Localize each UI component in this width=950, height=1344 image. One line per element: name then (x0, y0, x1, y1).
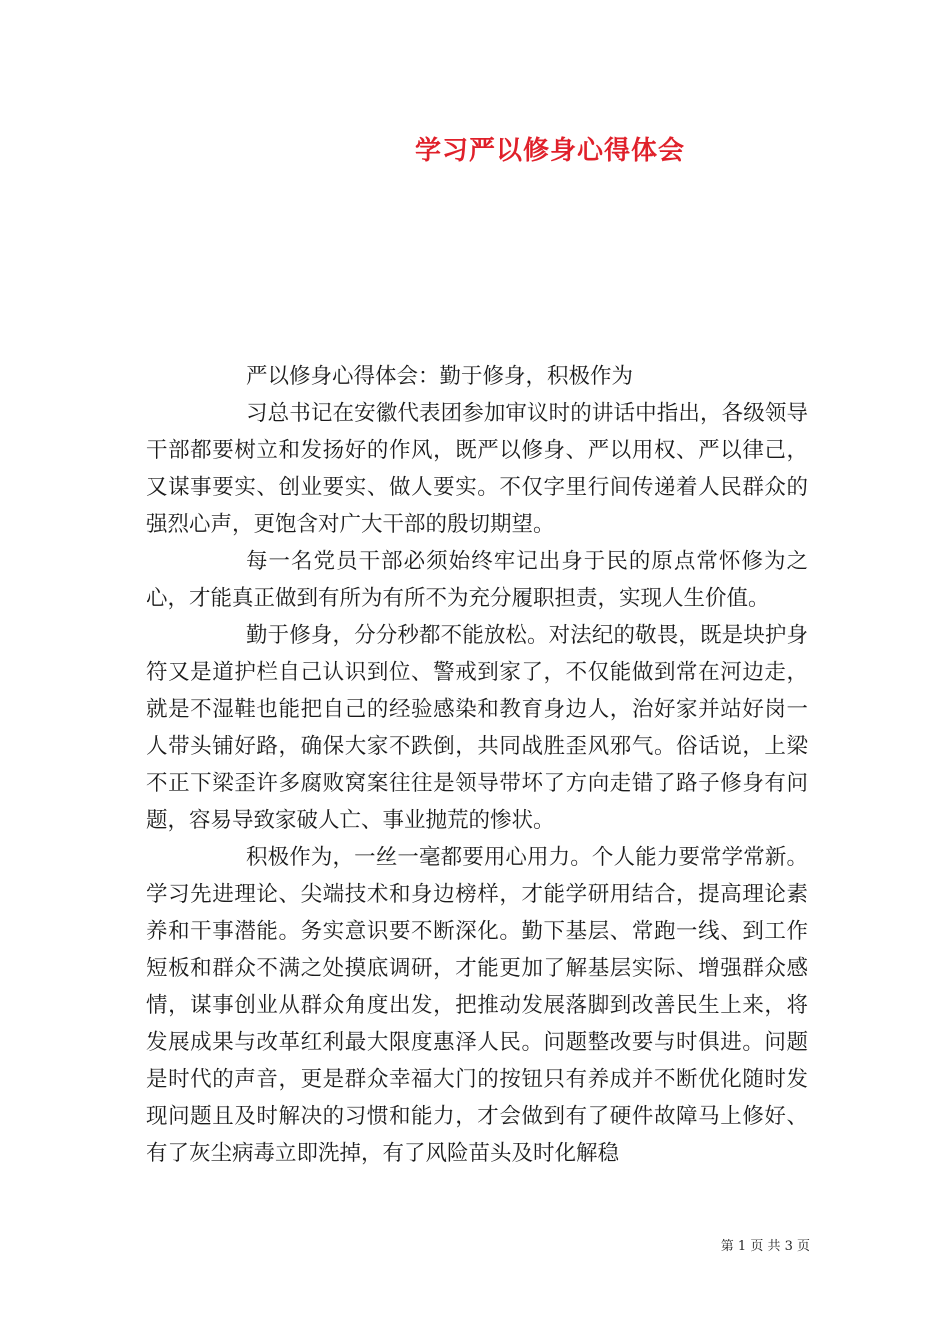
paragraph: 积极作为，一丝一毫都要用心用力。个人能力要常学常新。学习先进理论、尖端技术和身边榜样，才能学研用结合，提高理论素养和干事潜能。务实意识要不断深化。勤下基层、常跑一线、到工作短板和群众不满之处摸底调研，才能更加了解基层实际、增强群众感情，谋事创业从群众角度出发，把推动发展落脚到改善民生上来，将发展成果与改革红利最大限度惠泽人民。问题整改要与时俱进。问题是时代的声音，更是群众幸福大门的按钮只有养成并不断优化随时发现问题且及时解决的习惯和能力，才会做到有了硬件故障马上修好、有了灰尘病毒立即洗掉，有了风险苗头及时化解稳 (146, 845, 808, 1166)
paragraph: 勤于修身，分分秒都不能放松。对法纪的敬畏，既是块护身符又是道护栏自己认识到位、警戒到家了，不仅能做到常在河边走，就是不湿鞋也能把自己的经验感染和教育身边人，治好家并站好岗一人带头铺好路，确保大家不跌倒，共同战胜歪风邪气。俗话说，上梁不正下梁歪许多腐败窝案往往是领导带坏了方向走错了路子修身有问题，容易导致家破人亡、事业抛荒的惨状。 (146, 623, 808, 833)
page-number-footer: 第 1 页 共 3 页 (720, 1239, 810, 1254)
document-title: 学习严以修身心得体会 (414, 136, 685, 166)
paragraph: 习总书记在安徽代表团参加审议时的讲话中指出，各级领导干部都要树立和发扬好的作风，既严以修身、严以用权、严以律己，又谋事要实、创业要实、做人要实。不仅字里行间传递着人民群众的强烈心声，更饱含对广大干部的殷切期望。 (146, 401, 808, 537)
document-body (146, 358, 808, 1172)
paragraph: 每一名党员干部必须始终牢记出身于民的原点常怀修为之心，才能真正做到有所为有所不为充分履职担责，实现人生价值。 (146, 549, 808, 611)
paragraph-subtitle: 严以修身心得体会：勤于修身，积极作为 (246, 364, 634, 389)
